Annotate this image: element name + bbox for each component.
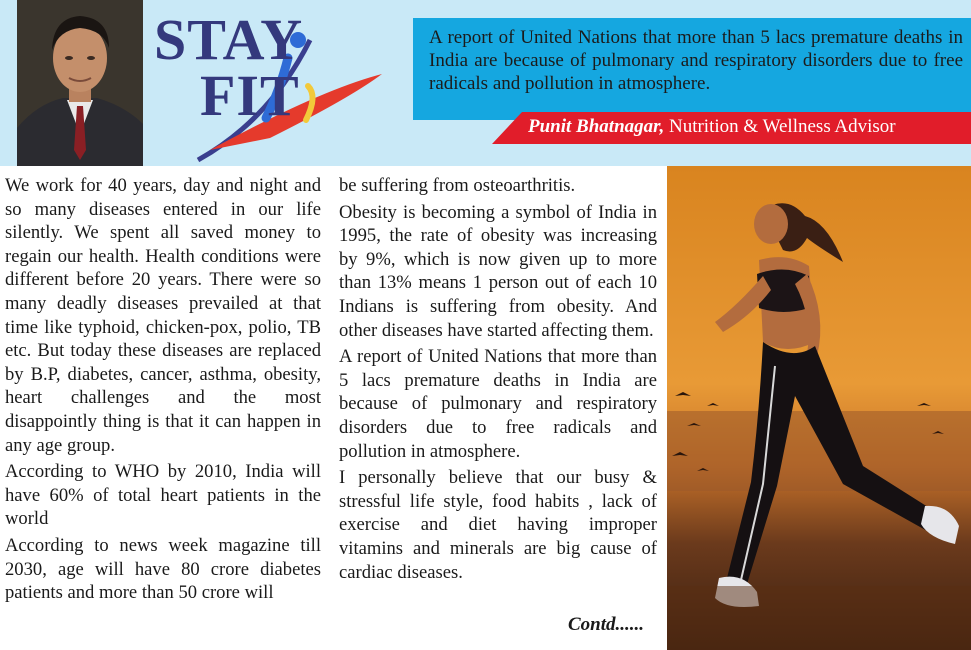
- stay-fit-logo: [150, 0, 390, 166]
- continued-label: Contd......: [568, 614, 645, 635]
- paragraph: Obesity is becoming a symbol of India in 1995, the rate of obesity was increasing by 9%, which is now given up to more than 13% means 1 person out of each 10 Indians is suffering from obesity. And other diseases have started affecting them.: [339, 201, 657, 341]
- runner-photo: [667, 166, 971, 650]
- paragraph: be suffering from osteoarthritis.: [339, 175, 576, 196]
- paragraph: According to news week magazine till 2030, age will have 80 crore diabetes patients and more than 50 crore will: [5, 534, 321, 604]
- report-callout-text: A report of United Nations that more than 5 lacs premature deaths in India are because of pulmonary and respiratory disorders due to free radicals and pollution in atmosphere.: [429, 27, 963, 94]
- author-role: Nutrition & Wellness Advisor: [664, 116, 896, 137]
- logo-word-stay: STAY: [154, 7, 304, 72]
- paragraph: According to WHO by 2010, India will have 60% of total heart patients in the world: [5, 461, 321, 530]
- author-banner: [492, 112, 971, 144]
- paragraph: I personally believe that our busy & stressful life style, food habits , lack of exercise and diet having improper vitamins and minerals are big cause of cardiac diseases.: [339, 467, 657, 583]
- paragraph: A report of United Nations that more than 5 lacs premature deaths in India are because of pulmonary and respiratory disorders due to free radicals and pollution in atmosphere.: [339, 346, 657, 462]
- author-credit: [528, 116, 896, 138]
- author-portrait-image: [17, 0, 143, 166]
- report-callout: [413, 18, 971, 120]
- logo-word-fit: FIT: [200, 63, 300, 128]
- article-column-1: [5, 174, 321, 608]
- author-name: Punit Bhatnagar,: [528, 116, 665, 137]
- author-photo: [17, 0, 143, 166]
- paragraph: We work for 40 years, day and night and so many diseases entered in our life silently. We spent all saved money to regain our health. Health conditions were different before 20 years. There were so many deadly diseases prevailed at that time like typhoid, chicken-pox, polio, TB etc. But today these diseases are replaced by B.P, diabetes, cancer, asthma, obesity, heart challenges and the most disappointly thing is that it can happen in any age group.: [5, 175, 321, 456]
- article-column-2: [339, 174, 657, 587]
- runner-on-beach-image: [667, 166, 971, 650]
- header-band: [0, 0, 971, 166]
